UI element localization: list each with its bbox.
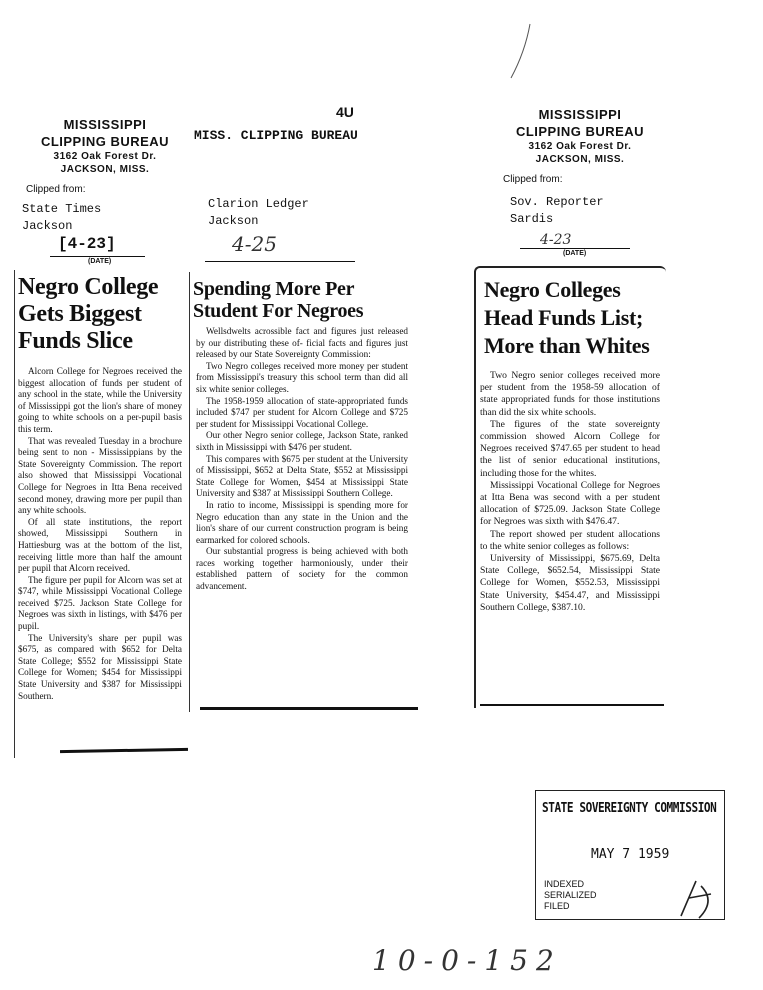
newspaper-name: State Times <box>22 202 102 216</box>
date-caption: (DATE) <box>563 250 587 257</box>
file-number: 10-0-152 <box>372 944 562 977</box>
headline-line: Negro College <box>18 274 159 300</box>
clipping-1-article <box>18 366 182 702</box>
clipped-from-label: Clipped from: <box>26 184 86 195</box>
commission-stamp <box>535 790 725 920</box>
clipping-3-bureau-header <box>500 106 660 166</box>
article-paragraph: The 1958-1959 allocation of state-appropriated funds included $747 per student for Alcorn College and $725 per student for Mississippi Vocational College. <box>196 395 408 429</box>
article-paragraph: Of all state institutions, the report showed, Mississippi Southern in Hattiesburg was at the bottom of the list, receiving little more than half the amount per pupil that Alcorn received. <box>18 516 182 574</box>
bureau-subtitle: CLIPPING BUREAU <box>40 134 170 149</box>
date-underline <box>520 248 630 249</box>
date-caption: (DATE) <box>88 258 112 265</box>
article-paragraph: Wellsdwelts acrossible fact and figures just released by our distributing these of- ficial facts and figures just released by our State Sovereignty Commission: <box>196 326 408 360</box>
clipping-1-bottom-rule <box>60 748 188 753</box>
article-paragraph: The figures of the state sovereignty commission showed Alcorn College for Negroes received $747.65 per student to head the list of senior educational institutions, including those for the whites. <box>480 418 660 479</box>
stamp-tag: INDEXED <box>544 879 585 889</box>
newspaper-name: Sov. Reporter <box>510 195 604 209</box>
handwritten-date: 4-25 <box>232 232 277 256</box>
article-paragraph: Two Negro colleges received more money per student from Mississippi's treasury this school term than did all six white senior colleges. <box>196 360 408 394</box>
headline-line: Negro Colleges <box>484 277 621 302</box>
clipping-date: [4-23] <box>58 235 116 253</box>
stamp-tag: FILED <box>544 901 570 911</box>
newspaper-name: Clarion Ledger <box>208 197 309 211</box>
article-paragraph: This compares with $675 per student at the University of Mississippi, $652 at Delta State, $552 at Mississippi State College for Women, $454 at Mississippi State University and $387 at Mississippi Southern College. <box>196 453 408 499</box>
bureau-name: MISSISSIPPI <box>63 117 147 132</box>
article-paragraph: That was revealed Tuesday in a brochure being sent to non - Mississippians by the State Sovereignty Commission. The report also showed that Mississippi Vocational College for Negroes in Itta Bena received second money, drawing more per pupil than any white schools. <box>18 435 182 516</box>
bureau-subtitle: CLIPPING BUREAU <box>515 124 645 139</box>
stamp-title: STATE SOVEREIGNTY COMMISSION <box>542 801 717 816</box>
newspaper-city: Jackson <box>208 214 259 228</box>
clipping-2-bottom-rule <box>200 707 418 710</box>
article-paragraph: Our other Negro senior college, Jackson State, ranked sixth in Mississippi with $476 per student. <box>196 430 408 452</box>
article-paragraph: In ratio to income, Mississippi is spending more for Negro education than any state in the Union and the lion's share of our current construction program is being earmarked for colored schools. <box>196 499 408 545</box>
article-paragraph: The University's share per pupil was $675, as compared with $652 for Delta State College; $552 for Mississippi State College for Women; $454 for Mississippi State University and $387 for Mississippi Southern. <box>18 632 182 701</box>
article-paragraph: The report showed per student allocations to the white senior colleges as follows: <box>480 528 660 552</box>
article-paragraph: University of Mississippi, $675.69, Delta State College, $652.54, Mississippi State College for Women, $552.53, Mississippi State University, $454.47, and Mississippi Southern College, $387.10. <box>480 553 660 613</box>
stamp-tag: SERIALIZED <box>544 890 597 900</box>
headline-line: More than Whites <box>484 333 650 358</box>
stamp-tags <box>544 879 597 912</box>
headline-line: Funds Slice <box>18 328 133 354</box>
pen-mark <box>505 22 535 82</box>
bureau-name: MISSISSIPPI <box>538 107 622 122</box>
clipped-from-label: Clipped from: <box>503 174 563 185</box>
headline-line: Student For Negroes <box>193 300 364 322</box>
article-paragraph: Our substantial progress is being achieved with both races working together harmoniously, under their established pattern of society for the common advancement. <box>196 546 408 592</box>
bureau-address: 3162 Oak Forest Dr. <box>528 141 632 152</box>
clipping-2-headline <box>193 278 423 322</box>
clipping-3-bottom-rule <box>480 704 664 706</box>
headline-line: Head Funds List; <box>484 305 644 330</box>
newspaper-city: Sardis <box>510 212 554 226</box>
date-underline <box>205 261 355 262</box>
headline-line: Gets Biggest <box>18 301 142 327</box>
article-paragraph: Mississippi Vocational College for Negroes at Itta Bena was second with a per student allocation of $725.09. Jackson State College for Negroes was sixth with $476.47. <box>480 479 660 528</box>
clipping-1-bureau-header <box>25 116 185 176</box>
bureau-address: 3162 Oak Forest Dr. <box>53 151 157 162</box>
clipping-3-article <box>480 370 660 614</box>
clipping-2-article <box>196 326 408 593</box>
handwritten-initials <box>671 876 721 921</box>
newspaper-city: Jackson <box>22 219 73 233</box>
clipping-1-headline <box>18 274 188 355</box>
stamp-date: MAY 7 1959 <box>591 847 670 862</box>
date-underline <box>50 256 145 257</box>
article-paragraph: Alcorn College for Negroes received the biggest allocation of funds per student of any school in the state, while the University of Mississippi got the lion's share of money going to white schools on a per-pupil basis this term. <box>18 366 182 434</box>
corner-mark: 4U <box>336 104 354 120</box>
clipping-2-bureau-header: MISS. CLIPPING BUREAU <box>194 128 358 143</box>
article-paragraph: Two Negro senior colleges received more per student from the 1958-59 allocation of state appropriated funds for those institutions than did the six white schools. <box>480 370 660 418</box>
bureau-city: JACKSON, MISS. <box>60 164 150 175</box>
bureau-city: JACKSON, MISS. <box>535 154 625 165</box>
headline-line: Spending More Per <box>193 278 355 300</box>
handwritten-date: 4-23 <box>540 232 572 248</box>
clipping-2-edge <box>189 272 190 712</box>
article-paragraph: The figure per pupil for Alcorn was set at $747, while Mississippi Vocational College received $725. Jackson State College for Negroes was sixth in listings, with $476 per pupil. <box>18 574 182 632</box>
clipping-3-headline <box>484 276 664 360</box>
clipping-1-edge <box>14 270 15 758</box>
